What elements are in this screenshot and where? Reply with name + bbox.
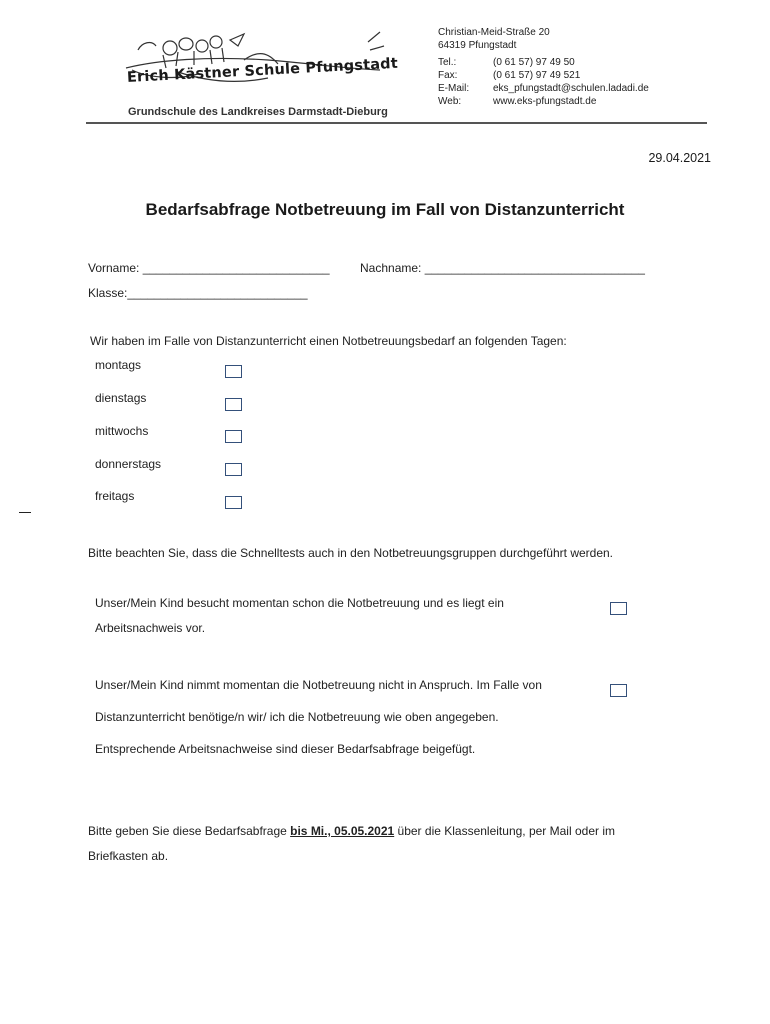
contact-value: www.eks-pfungstadt.de [493,96,597,107]
checkbox-mittwochs[interactable] [225,430,242,443]
contact-value: (0 61 57) 97 49 521 [493,70,581,81]
contact-web [438,96,596,107]
city-address: 64319 Pfungstadt [438,40,517,51]
contact-label: E-Mail: [438,83,470,94]
closing-text-after: über die Klassenleitung, per Mail oder im [394,824,615,838]
school-name: Erich Kästner Schule Pfungstadt [126,55,399,86]
contact-email [438,83,649,94]
day-label-mittwochs: mittwochs [95,424,149,438]
closing-text-before: Bitte geben Sie diese Bedarfsabfrage [88,824,291,838]
contact-label: Web: [438,96,462,107]
deadline: bis Mi., 05.05.2021 [290,824,395,838]
checkbox-option-attending[interactable] [610,602,627,615]
contact-fax [438,70,580,81]
checkbox-donnerstags[interactable] [225,463,242,476]
vorname-field[interactable]: Vorname: ____________________________ [88,261,330,275]
klasse-field[interactable]: Klasse:___________________________ [88,286,308,300]
option2-line2: Distanzunterricht benötige/n wir/ ich die Notbetreuung wie oben angegeben. [95,710,499,724]
header-divider [86,122,707,124]
contact-label: Fax: [438,70,458,81]
school-subtitle: Grundschule des Landkreises Darmstadt-Dieburg [128,106,388,118]
contact-label: Tel.: [438,57,457,68]
checkbox-montags[interactable] [225,365,242,378]
contact-phone [438,57,575,68]
schnelltest-notice: Bitte beachten Sie, dass die Schnelltests auch in den Notbetreuungsgruppen durchgeführt werden. [88,546,614,560]
intro-text: Wir haben im Falle von Distanzunterricht einen Notbetreuungsbedarf an folgenden Tagen: [90,334,567,348]
checkbox-option-not-attending[interactable] [610,684,627,697]
checkbox-freitags[interactable] [225,496,242,509]
closing-line1 [88,824,615,838]
option1-line2: Arbeitsnachweis vor. [95,621,206,635]
option1-line1: Unser/Mein Kind besucht momentan schon die Notbetreuung und es liegt ein [95,596,504,610]
option2-line3: Entsprechende Arbeitsnachweise sind dieser Bedarfsabfrage beigefügt. [95,742,476,756]
document-date: 29.04.2021 [648,151,711,165]
closing-line2: Briefkasten ab. [88,849,169,863]
contact-value: (0 61 57) 97 49 50 [493,57,575,68]
nachname-field[interactable]: Nachname: _________________________________ [360,261,645,275]
day-label-dienstags: dienstags [95,391,147,405]
margin-mark [19,512,31,513]
checkbox-dienstags[interactable] [225,398,242,411]
option2-line1: Unser/Mein Kind nimmt momentan die Notbetreuung nicht in Anspruch. Im Falle von [95,678,542,692]
day-label-donnerstags: donnerstags [95,457,162,471]
street-address: Christian-Meid-Straße 20 [438,27,550,38]
day-label-freitags: freitags [95,489,135,503]
day-label-montags: montags [95,358,142,372]
contact-value: eks_pfungstadt@schulen.ladadi.de [493,83,649,94]
document-title: Bedarfsabfrage Notbetreuung im Fall von Distanzunterricht [145,200,625,219]
